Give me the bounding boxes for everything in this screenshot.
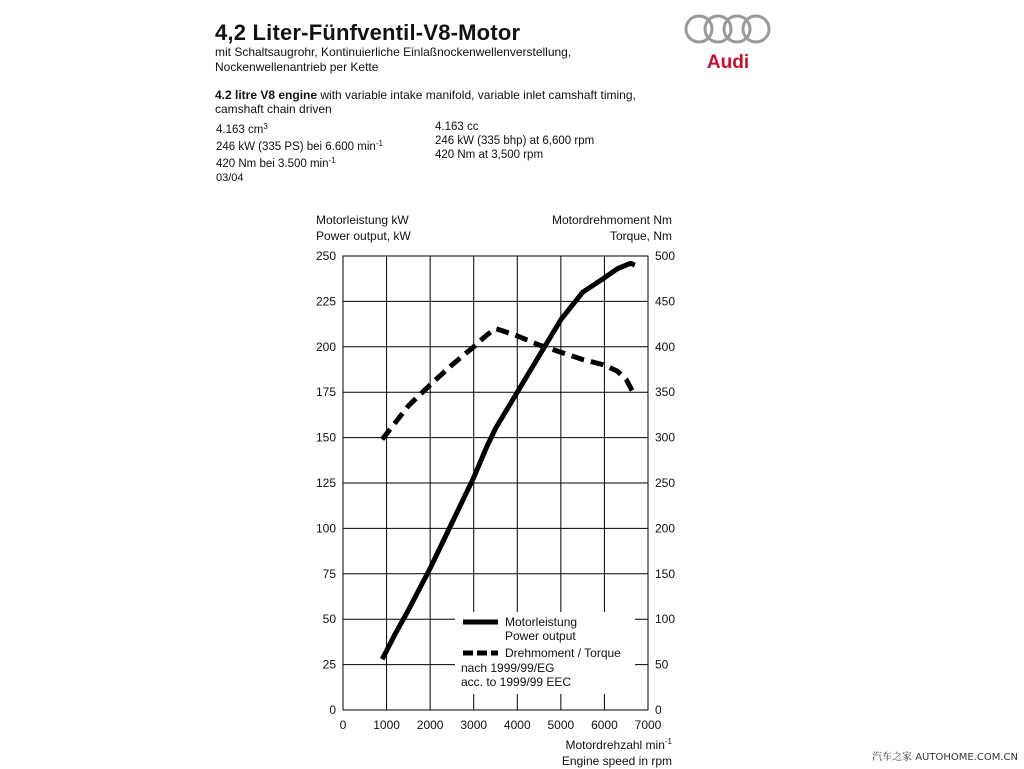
x-axis-label-de-sup: -1 [664, 737, 672, 746]
x-axis-label-en: Engine speed in rpm [561, 754, 672, 768]
x-tick-label-0: 0 [339, 718, 347, 732]
x-tick-label-6: 6000 [591, 718, 618, 732]
page-title: 4,2 Liter-Fünfventil-V8-Motor [215, 20, 521, 45]
x-tick-label-3: 3000 [460, 718, 488, 732]
legend-note-en: acc. to 1999/99 EEC [461, 675, 572, 689]
right-tick-label-10: 500 [655, 249, 676, 263]
x-tick-label-2: 2000 [416, 718, 444, 732]
x-tick-label-7: 7000 [634, 718, 662, 732]
right-tick-label-3: 150 [655, 566, 676, 581]
right-tick-label-1: 50 [655, 657, 669, 672]
spec-de-power-sup: -1 [375, 139, 383, 148]
torque-line [382, 329, 635, 440]
left-tick-label-0: 0 [329, 703, 336, 717]
legend-torque-label: Drehmoment / Torque [505, 646, 621, 660]
watermark: 汽车之家 AUTOHOME.COM.CN [872, 752, 1018, 763]
left-tick-label-8: 200 [315, 339, 336, 354]
left-tick-label-7: 175 [315, 385, 336, 400]
left-axis-label-en: Power output, kW [316, 229, 411, 243]
x-axis-label-de: Motordrehzahl min [565, 738, 665, 752]
right-tick-label-6: 300 [655, 430, 676, 445]
spec-de-power: 246 kW (335 PS) bei 6.600 min [216, 141, 376, 153]
left-tick-label-9: 225 [315, 294, 336, 309]
power-line [382, 263, 635, 659]
subtitle-line-1: mit Schaltsaugrohr, Kontinuierliche Einlaßnockenwellenverstellung, [215, 45, 572, 59]
legend-power-de: Motorleistung [505, 615, 578, 629]
right-tick-label-0: 0 [655, 703, 662, 717]
right-tick-label-2: 100 [655, 612, 676, 627]
document-code: 03/04 [216, 172, 244, 184]
left-tick-label-2: 50 [322, 612, 336, 627]
left-tick-label-5: 125 [315, 476, 336, 490]
x-tick-label-1: 1000 [373, 718, 400, 732]
english-description-line-2: camshaft chain driven [215, 102, 332, 116]
spec-de-torque-sup: -1 [328, 156, 336, 165]
left-axis-label-de: Motorleistung kW [316, 213, 409, 227]
right-tick-label-9: 450 [655, 294, 676, 309]
right-axis-label-de: Motordrehmoment Nm [551, 213, 672, 227]
english-description-bold: 4.2 litre V8 engine [215, 88, 318, 102]
left-tick-label-6: 150 [315, 430, 336, 445]
subtitle-line-2: Nockenwellenantrieb per Kette [215, 60, 379, 74]
right-tick-label-5: 250 [655, 476, 676, 490]
chart-series [382, 263, 635, 659]
x-tick-label-5: 5000 [547, 718, 575, 732]
spec-de-torque: 420 Nm bei 3.500 min [216, 158, 329, 170]
left-tick-label-10: 250 [315, 249, 336, 263]
left-tick-label-1: 25 [322, 657, 336, 672]
right-tick-label-7: 350 [655, 385, 676, 400]
right-tick-label-8: 400 [655, 339, 676, 354]
audi-wordmark: Audi [706, 52, 750, 72]
x-tick-label-4: 4000 [503, 718, 531, 732]
left-tick-label-3: 75 [322, 566, 336, 581]
chart-legend [455, 612, 635, 694]
spec-de-displacement-sup: 3 [263, 122, 268, 131]
english-description-rest: with variable intake manifold, variable inlet camshaft timing, [317, 88, 636, 102]
right-tick-label-4: 200 [655, 521, 676, 536]
legend-note-de: nach 1999/99/EG [461, 661, 555, 675]
spec-en-torque: 420 Nm at 3,500 rpm [435, 149, 544, 161]
legend-power-en: Power output [505, 629, 576, 643]
left-tick-label-4: 100 [315, 521, 336, 536]
right-axis-label-en: Torque, Nm [609, 229, 672, 243]
spec-en-power: 246 kW (335 bhp) at 6,600 rpm [435, 135, 595, 147]
spec-en-displacement: 4.163 cc [435, 121, 479, 133]
spec-de-displacement: 4.163 cm [216, 124, 264, 136]
